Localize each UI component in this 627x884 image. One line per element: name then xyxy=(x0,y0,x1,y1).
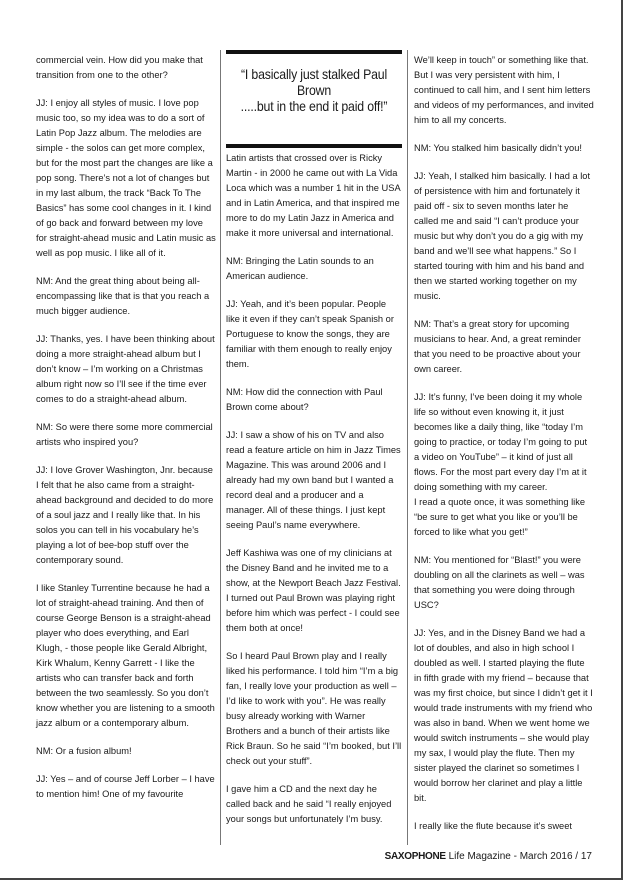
pull-quote xyxy=(226,50,402,148)
pull-quote-text: “I basically just stalked Paul Brown .....but in the end it paid off!” xyxy=(240,66,388,114)
paragraph: Jeff Kashiwa was one of my clinicians at the Disney Band and he invited me to a show, at the Newport Beach Jazz Festival. I turned out Paul Brown was playing right before him which was perfect - I could see them both at once! xyxy=(226,548,401,633)
paragraph: JJ: I saw a show of his on TV and also read a feature article on him in Jazz Times Magazine. This was around 2006 and I already had my own band but I wanted a record deal and a producer and a manager. All of these things. I just kept seeing Paul’s name everywhere. xyxy=(226,430,401,530)
paragraph: So I heard Paul Brown play and I really liked his performance. I told him “I’m a big fan, I really love your production as well – I’d like to work with you”. He was really busy already working with Warner Brothers and a bunch of their artists like Rick Braun. So he said “I’m booked, but I’ll check out your stuff”. xyxy=(226,651,402,766)
paragraph: JJ: Yes, and in the Disney Band we had a lot of doubles, and also in high school I doubled as well. I started playing the flute in fifth grade with my friend – because that was my first choice, but since I didn’t get it I would trade instruments with my friend who was also in band. When we went home we would switch instruments – she would play my sax, I would play the flute. Then my sister played the clarinet so sometimes I would borrow her clarinet and play a little bit. xyxy=(414,628,593,803)
paragraph: JJ: Yes – and of course Jeff Lorber – I have to mention him! One of my favourite xyxy=(36,774,215,799)
article-column-2 xyxy=(226,151,402,840)
paragraph: JJ: Thanks, yes. I have been thinking about doing a more straight-ahead album but I don’t know – I’m working on a Christmas album right now so I’ll see if the time ever comes to do a straight-ahead album. xyxy=(36,334,215,404)
paragraph: NM: You mentioned for “Blast!” you were doubling on all the clarinets as well – was that something you were doing through USC? xyxy=(414,555,585,610)
page-footer xyxy=(372,851,592,862)
paragraph: We’ll keep in touch” or something like that. But I was very persistent with him, I continued to call him, and I sent him letters and videos of my performances, and invited him to all my concerts. xyxy=(414,55,594,125)
paragraph: JJ: I enjoy all styles of music. I love pop music too, so my idea was to do a sort of Latin Pop Jazz album. The melodies are simple - the solos can get more complex, but for the most part the changes are like a pop song. There’s not a lot of changes but in my last album, the track “Back To The Basics” has some cool changes in it. I kind of go back and forward between my love for straight-ahead music and Latin music as well as pop music. I like all of it. xyxy=(36,98,216,258)
paragraph: JJ: Yeah, I stalked him basically. I had a lot of persistence with him and fortunately it paid off - six to seven months later he called me and said “I can’t produce your music but why don’t you do a gig with my band and we’ll see what happens.” So I started touring with him and his band and then we started working together on my music. xyxy=(414,171,591,301)
article-column-1 xyxy=(36,53,216,815)
paragraph: I really like the flute because it’s sweet xyxy=(414,821,572,831)
article-column-3 xyxy=(414,53,594,847)
paragraph: NM: You stalked him basically didn’t you! xyxy=(414,143,582,153)
magazine-brand: SAXOPHONE xyxy=(384,851,446,862)
paragraph: NM: So were there some more commercial artists who inspired you? xyxy=(36,422,213,447)
paragraph: NM: Or a fusion album! xyxy=(36,746,132,756)
paragraph: NM: And the great thing about being all-encompassing like that is that you reach a much bigger audience. xyxy=(36,276,210,316)
paragraph: JJ: I love Grover Washington, Jnr. because I felt that he also came from a straight-ahead background and decided to do more of a soul jazz and I really like that. In his solos you can tell in his vocabulary he’s playing a lot of bee-bop stuff over the contemporary sound. xyxy=(36,465,214,565)
paragraph: I like Stanley Turrentine because he had a lot of straight-ahead training. And then of course George Benson is a straight-ahead player who does everything, and Earl Klugh, - those people like Gerald Albright, Kirk Whalum, Kenny Garrett - I like the artists who can transfer back and forth between the two seamlessly. So you don’t know whether you are listening to a smooth jazz album or a contemporary album. xyxy=(36,583,215,728)
paragraph: JJ: It’s funny, I’ve been doing it my whole life so without even knowing it, it just becomes like a daily thing, like “today I’m going to practice, or today I’m going to put a video on YouTube” – it kind of just all flows. For the most part every day I’m at it doing something with my career. I read a quote once, it was something like “be sure to get what you like or you’ll be forced to like what you get!” xyxy=(414,392,588,537)
paragraph: commercial vein. How did you make that transition from one to the other? xyxy=(36,55,203,80)
column-divider xyxy=(220,50,221,845)
paragraph: Latin artists that crossed over is Ricky Martin - in 2000 he came out with La Vida Loca which was a number 1 hit in the USA and in Latin America, and that inspired me more to do my Latin Jazz in America and make it more universal and international. xyxy=(226,153,401,238)
paragraph: NM: Bringing the Latin sounds to an American audience. xyxy=(226,256,374,281)
footer-issue-info: Life Magazine - March 2016 / 17 xyxy=(445,851,592,862)
paragraph: NM: That’s a great story for upcoming musicians to hear. And, a great reminder that you need to be proactive about your own career. xyxy=(414,319,581,374)
paragraph: I gave him a CD and the next day he called back and he said “I really enjoyed your songs but unfortunately I’m busy. xyxy=(226,784,392,824)
column-divider xyxy=(407,50,408,845)
paragraph: NM: How did the connection with Paul Brown come about? xyxy=(226,387,383,412)
paragraph: JJ: Yeah, and it’s been popular. People like it even if they can’t speak Spanish or Portuguese to know the songs, they are familiar with them enough to really enjoy them. xyxy=(226,299,394,369)
